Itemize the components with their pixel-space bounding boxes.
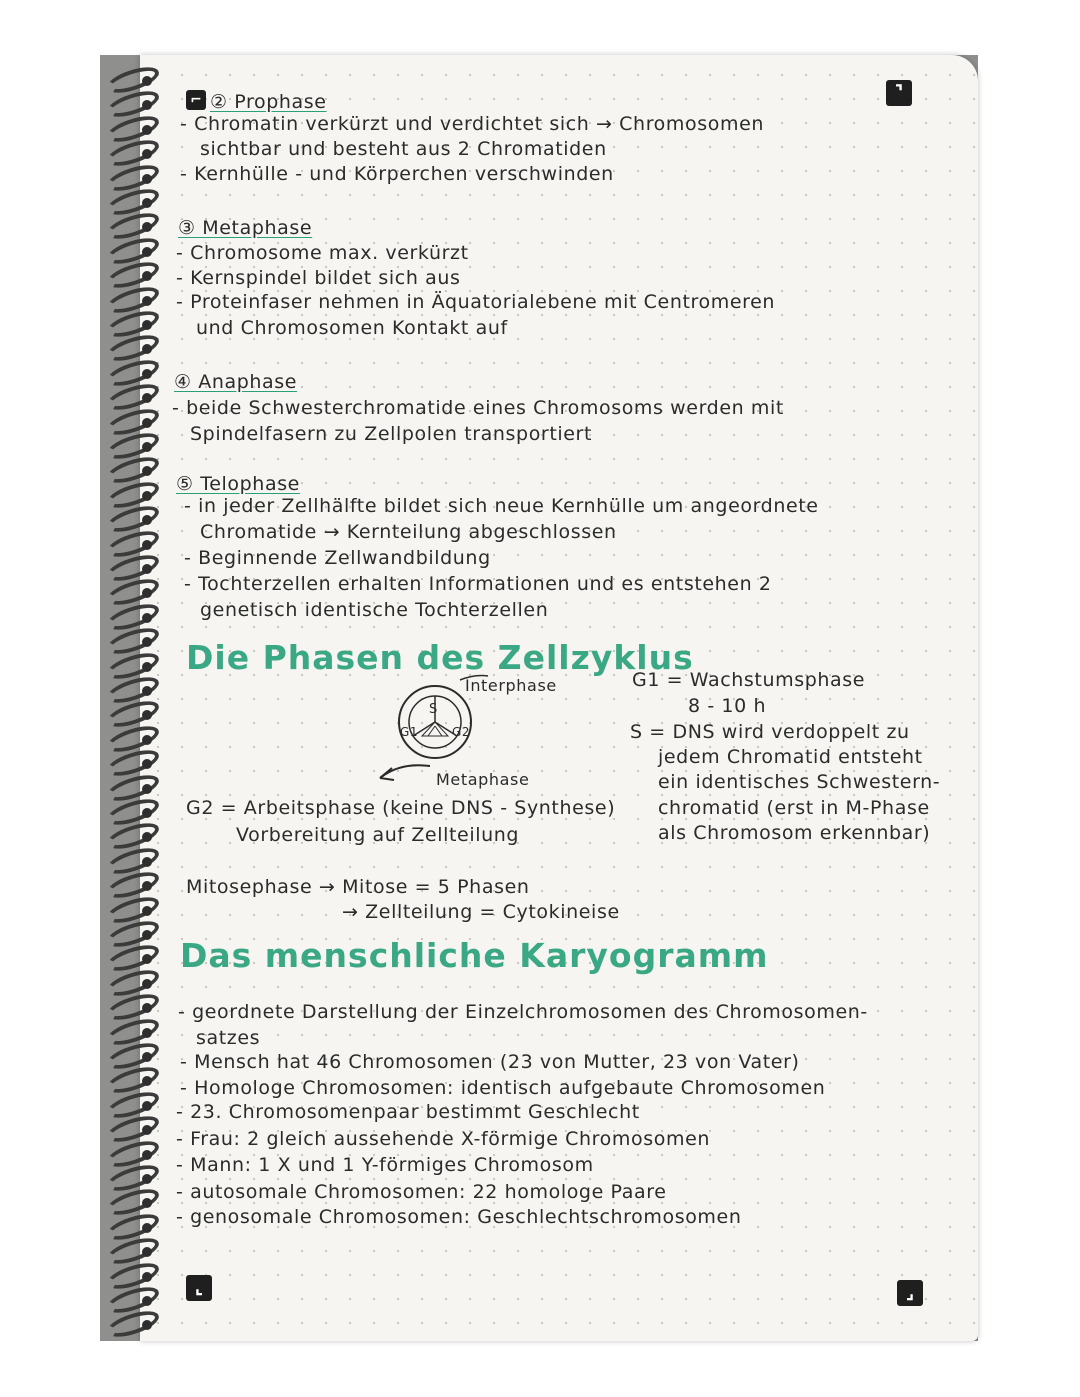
spiral-hole [142,1174,152,1184]
telophase-line-1: - in jeder Zellhälfte bildet sich neue Kernhülle um angeordnete [184,495,819,517]
s-line-2: jedem Chromatid entsteht [658,746,923,768]
zellzyklus-title: Die Phasen des Zellzyklus [186,638,694,677]
g2-description: G2 = Arbeitsphase (keine DNS - Synthese) [186,797,616,819]
metaphase-line-3: - Proteinfaser nehmen in Äquatorialebene mit Centromeren [176,291,776,313]
corner-mark-top-right-icon: ⌝ [886,80,912,106]
spiral-hole [142,369,152,379]
spiral-hole [142,174,152,184]
spiral-binding [100,70,160,1340]
karyogramm-line-4: - Homologe Chromosomen: identisch aufgebaute Chromosomen [180,1077,826,1099]
spiral-hole [142,979,152,989]
anaphase-heading: ④ Anaphase [174,371,298,393]
metaphase-heading: ③ Metaphase [178,217,313,239]
spiral-hole [142,857,152,867]
spiral-hole [142,906,152,916]
metaphase-line-4: und Chromosomen Kontakt auf [196,317,508,339]
interphase-label: Interphase [465,676,557,695]
spiral-hole [142,832,152,842]
spiral-hole [142,735,152,745]
telophase-line-5: genetisch identische Tochterzellen [200,599,549,621]
spiral-hole [142,1150,152,1160]
karyogramm-line-2: satzes [196,1027,261,1049]
prophase-line-3: - Kernhülle - und Körperchen verschwinden [180,163,614,185]
karyogramm-title: Das menschliche Karyogramm [180,936,769,975]
s-phase-label: S [429,702,438,717]
spiral-hole [142,418,152,428]
spiral-hole [142,76,152,86]
g2-detail: Vorbereitung auf Zellteilung [236,824,520,846]
s-line-5: als Chromosom erkennbar) [658,822,931,844]
g1-duration: 8 - 10 h [688,695,767,717]
spiral-hole [142,320,152,330]
spiral-hole [142,808,152,818]
prophase-line-1: - Chromatin verkürzt und verdichtet sich → Chromosomen [180,113,765,135]
metaphase-line-1: - Chromosome max. verkürzt [176,242,469,264]
spiral-hole [142,149,152,159]
metaphase-diagram-label: Metaphase [436,770,530,789]
spiral-hole [142,954,152,964]
corner-mark-bottom-left-icon: ⌞ [186,1275,212,1301]
spiral-hole [142,1125,152,1135]
spiral-hole [142,198,152,208]
spiral-hole [142,100,152,110]
spiral-hole [142,930,152,940]
spiral-hole [142,344,152,354]
spiral-hole [142,1101,152,1111]
karyogramm-line-6: - Frau: 2 gleich aussehende X-förmige Chromosomen [176,1128,710,1150]
karyogramm-line-7: - Mann: 1 X und 1 Y-förmiges Chromosom [176,1154,594,1176]
g1-label: G1 [400,725,419,739]
telophase-line-3: - Beginnende Zellwandbildung [184,547,491,569]
karyogramm-line-1: - geordnete Darstellung der Einzelchromosomen des Chromosomen- [178,1001,868,1023]
mitose-line-1: Mitosephase → Mitose = 5 Phasen [186,876,530,898]
karyogramm-line-8: - autosomale Chromosomen: 22 homologe Paare [176,1181,667,1203]
spiral-hole [142,515,152,525]
spiral-hole [142,491,152,501]
spiral-hole [142,784,152,794]
spiral-hole [142,588,152,598]
spiral-hole [142,637,152,647]
spiral-hole [142,613,152,623]
metaphase-line-2: - Kernspindel bildet sich aus [176,267,461,289]
spiral-hole [142,1028,152,1038]
spiral-hole [142,1223,152,1233]
spiral-hole [142,881,152,891]
anaphase-line-2: Spindelfasern zu Zellpolen transportiert [190,423,593,445]
spiral-hole [142,247,152,257]
spiral-hole [142,1296,152,1306]
spiral-hole [142,662,152,672]
mitose-line-2: → Zellteilung = Cytokineise [342,901,620,923]
spiral-hole [142,759,152,769]
spiral-hole [142,1198,152,1208]
prophase-heading: ② Prophase [210,91,327,113]
corner-mark-bottom-right-icon: ⌟ [897,1280,923,1306]
spiral-hole [142,564,152,574]
s-line-3: ein identisches Schwestern- [658,771,941,793]
karyogramm-line-9: - genosomale Chromosomen: Geschlechtschromosomen [176,1206,742,1228]
s-line-4: chromatid (erst in M-Phase [658,797,930,819]
cell-cycle-m-phase-sector [422,722,448,736]
telophase-line-4: - Tochterzellen erhalten Informationen und es entstehen 2 [184,573,772,595]
spiral-hole [142,442,152,452]
spiral-hole [142,1052,152,1062]
spiral-hole [142,1247,152,1257]
telophase-line-2: Chromatide → Kernteilung abgeschlossen [200,521,617,543]
spiral-hole [142,1003,152,1013]
spiral-hole [142,686,152,696]
spiral-hole [142,271,152,281]
spiral-hole [142,296,152,306]
spiral-hole [142,466,152,476]
spiral-hole [142,540,152,550]
spiral-hole [142,222,152,232]
karyogramm-line-3: - Mensch hat 46 Chromosomen (23 von Mutter, 23 von Vater) [180,1051,800,1073]
spiral-hole [142,393,152,403]
prophase-line-2: sichtbar und besteht aus 2 Chromatiden [200,138,607,160]
s-line-1: S = DNS wird verdoppelt zu [630,721,910,743]
spiral-hole [142,1320,152,1330]
spiral-hole [142,125,152,135]
spiral-hole [142,710,152,720]
spiral-hole [142,1272,152,1282]
g2-label: G2 [452,725,471,739]
karyogramm-line-5: - 23. Chromosomenpaar bestimmt Geschlecht [176,1101,640,1123]
telophase-heading: ⑤ Telophase [176,473,300,495]
spiral-hole [142,1076,152,1086]
anaphase-line-1: - beide Schwesterchromatide eines Chromosoms werden mit [172,397,784,419]
g1-description: G1 = Wachstumsphase [632,669,866,691]
corner-mark-top-left-icon: ⌐ [186,90,206,110]
